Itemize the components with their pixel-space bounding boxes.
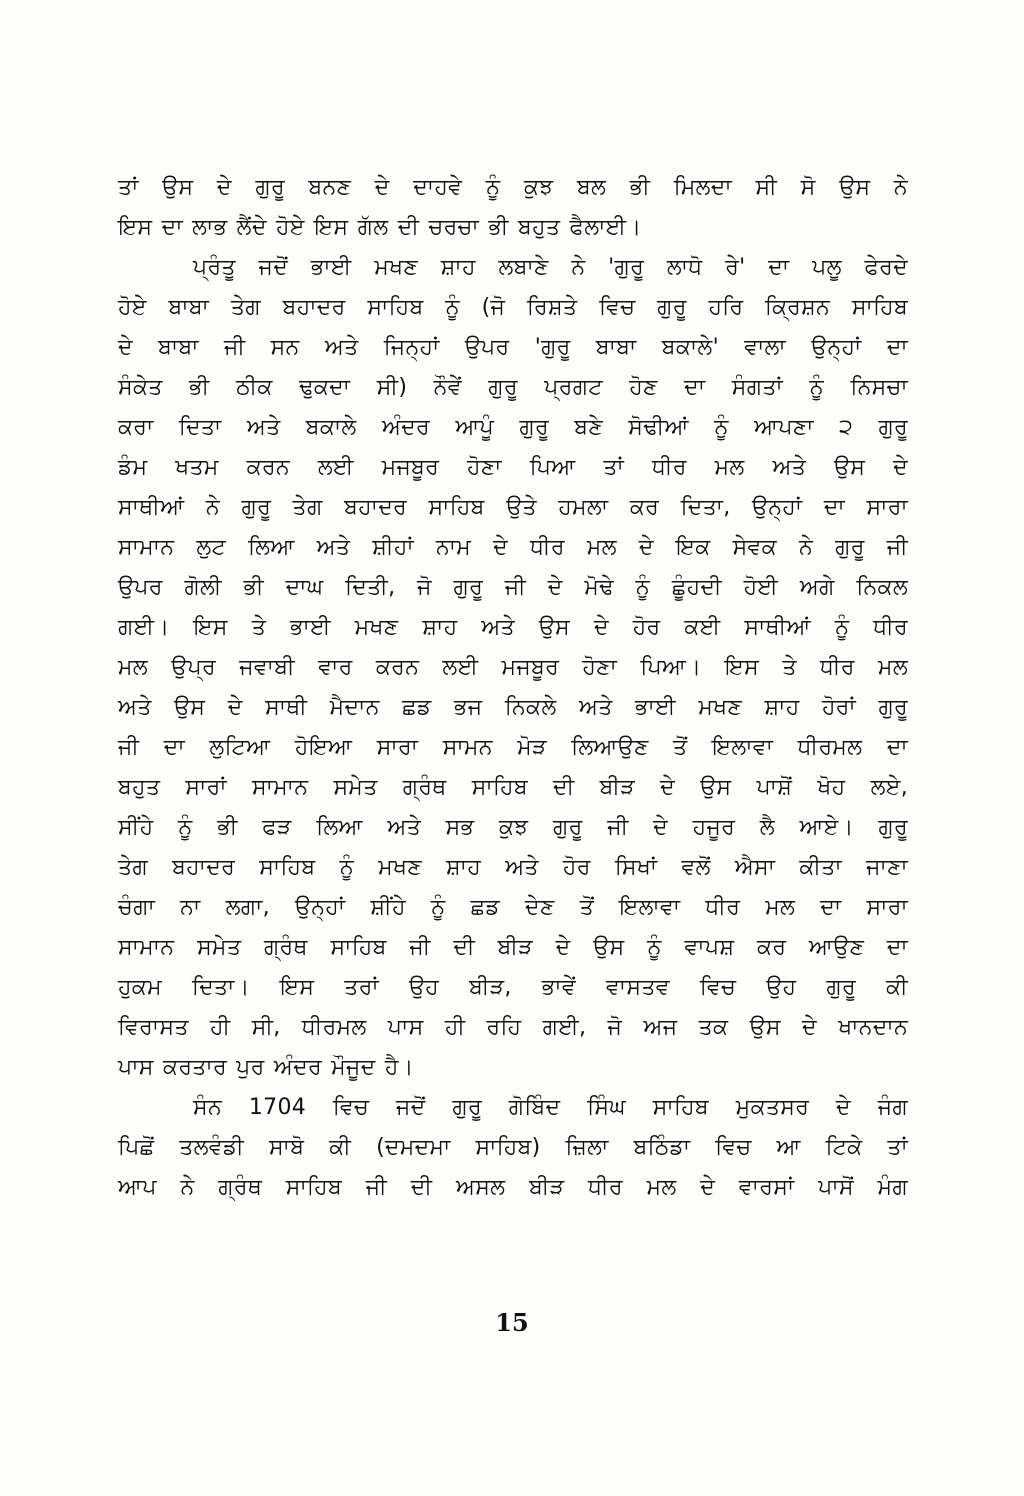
text-line: ਜੀ ਦਾ ਲੁਟਿਆ ਹੋਇਆ ਸਾਰਾ ਸਾਮਨ ਮੋੜ ਲਿਆਉਣ ਤੋਂ ਇਲਾਵਾ ਧੀਰਮਲ ਦਾ (118, 735, 908, 760)
text-line: ਸਾਮਾਨ ਸਮੇਤ ਗ੍ਰੰਥ ਸਾਹਿਬ ਜੀ ਦੀ ਬੀੜ ਦੇ ਉਸ ਨੂੰ ਵਾਪਸ਼ ਕਰ ਆਉਣ ਦਾ (118, 935, 908, 960)
text-line: ਪ੍ਰੰਤੂ ਜਦੋਂ ਭਾਈ ਮਖਣ ਸ਼ਾਹ ਲਬਾਣੇ ਨੇ 'ਗੁਰੂ ਲਾਧੋ ਰੇ' ਦਾ ਪਲੂ ਫੇਰਦੇ (193, 255, 908, 280)
page-number: 15 (495, 1308, 529, 1337)
text-line: ਹੋਏ ਬਾਬਾ ਤੇਗ ਬਹਾਦਰ ਸਾਹਿਬ ਨੂੰ (ਜੋ ਰਿਸ਼ਤੇ ਵਿਚ ਗੁਰੂ ਹਰਿ ਕ੍ਰਿਸ਼ਨ ਸਾਹਿਬ (118, 295, 908, 320)
text-line: ਪਿਛੋਂ ਤਲਵੰਡੀ ਸਾਬੋ ਕੀ (ਦਮਦਮਾ ਸਾਹਿਬ) ਜ਼ਿਲਾ ਬਠਿੰਡਾ ਵਿਚ ਆ ਟਿਕੇ ਤਾਂ (118, 1135, 908, 1160)
text-line: ਗਈ। ਇਸ ਤੇ ਭਾਈ ਮਖਣ ਸ਼ਾਹ ਅਤੇ ਉਸ ਦੇ ਹੋਰ ਕਈ ਸਾਥੀਆਂ ਨੂੰ ਧੀਰ (118, 615, 908, 640)
text-line: ਚੰਗਾ ਨਾ ਲਗਾ, ਉਨ੍ਹਾਂ ਸ਼ੀਂਹੇ ਨੂੰ ਛਡ ਦੇਣ ਤੋਂ ਇਲਾਵਾ ਧੀਰ ਮਲ ਦਾ ਸਾਰਾ (118, 895, 908, 920)
text-line: ਬਹੁਤ ਸਾਰਾਂ ਸਾਮਾਨ ਸਮੇਤ ਗ੍ਰੰਥ ਸਾਹਿਬ ਦੀ ਬੀੜ ਦੇ ਉਸ ਪਾਸ਼ੋਂ ਖੋਹ ਲਏ, (118, 775, 908, 800)
text-line: ਪਾਸ ਕਰਤਾਰ ਪੁਰ ਅੰਦਰ ਮੌਜੂਦ ਹੈ। (118, 1055, 414, 1080)
text-line: ਸੰਕੇਤ ਭੀ ਠੀਕ ਢੁਕਦਾ ਸੀ) ਨੌਵੇਂ ਗੁਰੂ ਪ੍ਰਗਟ ਹੋਣ ਦਾ ਸੰਗਤਾਂ ਨੂੰ ਨਿਸਚਾ (118, 375, 908, 400)
text-line: ਅਤੇ ਉਸ ਦੇ ਸਾਥੀ ਮੈਦਾਨ ਛਡ ਭਜ ਨਿਕਲੇ ਅਤੇ ਭਾਈ ਮਖਣ ਸ਼ਾਹ ਹੋਰਾਂ ਗੁਰੂ (118, 695, 908, 720)
text-line: ਤਾਂ ਉਸ ਦੇ ਗੁਰੂ ਬਨਣ ਦੇ ਦਾਹਵੇ ਨੂੰ ਕੁਝ ਬਲ ਭੀ ਮਿਲਦਾ ਸੀ ਸੋ ਉਸ ਨੇ (118, 175, 908, 200)
text-line: ਸਾਥੀਆਂ ਨੇ ਗੁਰੂ ਤੇਗ ਬਹਾਦਰ ਸਾਹਿਬ ਉਤੇ ਹਮਲਾ ਕਰ ਦਿਤਾ, ਉਨ੍ਹਾਂ ਦਾ ਸਾਰਾ (118, 495, 908, 520)
text-line: ਸੀਂਹੇ ਨੂੰ ਭੀ ਫੜ ਲਿਆ ਅਤੇ ਸਭ ਕੁਝ ਗੁਰੂ ਜੀ ਦੇ ਹਜੂਰ ਲੈ ਆਏ। ਗੁਰੂ (118, 815, 908, 840)
text-line: ਇਸ ਦਾ ਲਾਭ ਲੈਂਦੇ ਹੋਏ ਇਸ ਗੱਲ ਦੀ ਚਰਚਾ ਭੀ ਬਹੁਤ ਫੈਲਾਈ। (118, 215, 642, 240)
text-line: ਸਾਮਾਨ ਲੁਟ ਲਿਆ ਅਤੇ ਸ਼ੀਹਾਂ ਨਾਮ ਦੇ ਧੀਰ ਮਲ ਦੇ ਇਕ ਸੇਵਕ ਨੇ ਗੁਰੂ ਜੀ (118, 535, 908, 560)
text-line: ਉਪਰ ਗੋਲੀ ਭੀ ਦਾਘ ਦਿਤੀ, ਜੋ ਗੁਰੂ ਜੀ ਦੇ ਮੋਢੇ ਨੂੰ ਛੂੰਹਦੀ ਹੋਈ ਅਗੇ ਨਿਕਲ (118, 575, 908, 600)
text-line: ਸੰਨ 1704 ਵਿਚ ਜਦੋਂ ਗੁਰੂ ਗੋਬਿੰਦ ਸਿੰਘ ਸਾਹਿਬ ਮੁਕਤਸਰ ਦੇ ਜੰਗ (193, 1095, 908, 1120)
text-line: ਮਲ ਉਪ੍ਰ ਜਵਾਬੀ ਵਾਰ ਕਰਨ ਲਈ ਮਜਬੂਰ ਹੋਣਾ ਪਿਆ। ਇਸ ਤੇ ਧੀਰ ਮਲ (118, 655, 908, 680)
body-text (118, 168, 908, 1208)
text-line: ਤੇਗ ਬਹਾਦਰ ਸਾਹਿਬ ਨੂੰ ਮਖਣ ਸ਼ਾਹ ਅਤੇ ਹੋਰ ਸਿਖਾਂ ਵਲੋਂ ਐਸਾ ਕੀਤਾ ਜਾਣਾ (118, 855, 908, 880)
text-line: ਕਰਾ ਦਿਤਾ ਅਤੇ ਬਕਾਲੇ ਅੰਦਰ ਆਪੂੰ ਗੁਰੂ ਬਣੇ ਸੋਢੀਆਂ ਨੂੰ ਆਪਣਾ ੨ ਗੁਰੂ (118, 415, 908, 440)
text-line: ਵਿਰਾਸਤ ਹੀ ਸੀ, ਧੀਰਮਲ ਪਾਸ ਹੀ ਰਹਿ ਗਈ, ਜੋ ਅਜ ਤਕ ਉਸ ਦੇ ਖਾਨਦਾਨ (118, 1015, 908, 1040)
text-line: ਆਪ ਨੇ ਗ੍ਰੰਥ ਸਾਹਿਬ ਜੀ ਦੀ ਅਸਲ ਬੀੜ ਧੀਰ ਮਲ ਦੇ ਵਾਰਸਾਂ ਪਾਸੋਂ ਮੰਗ (118, 1175, 908, 1200)
text-line: ਡੰਮ ਖਤਮ ਕਰਨ ਲਈ ਮਜਬੂਰ ਹੋਣਾ ਪਿਆ ਤਾਂ ਧੀਰ ਮਲ ਅਤੇ ਉਸ ਦੇ (118, 455, 908, 480)
text-line: ਹੁਕਮ ਦਿਤਾ। ਇਸ ਤਰਾਂ ਉਹ ਬੀੜ, ਭਾਵੇਂ ਵਾਸਤਵ ਵਿਚ ਉਹ ਗੁਰੂ ਕੀ (118, 975, 908, 1000)
text-line: ਦੇ ਬਾਬਾ ਜੀ ਸਨ ਅਤੇ ਜਿਨ੍ਹਾਂ ਉਪਰ 'ਗੁਰੂ ਬਾਬਾ ਬਕਾਲੇ' ਵਾਲਾ ਉਨ੍ਹਾਂ ਦਾ (118, 335, 908, 360)
